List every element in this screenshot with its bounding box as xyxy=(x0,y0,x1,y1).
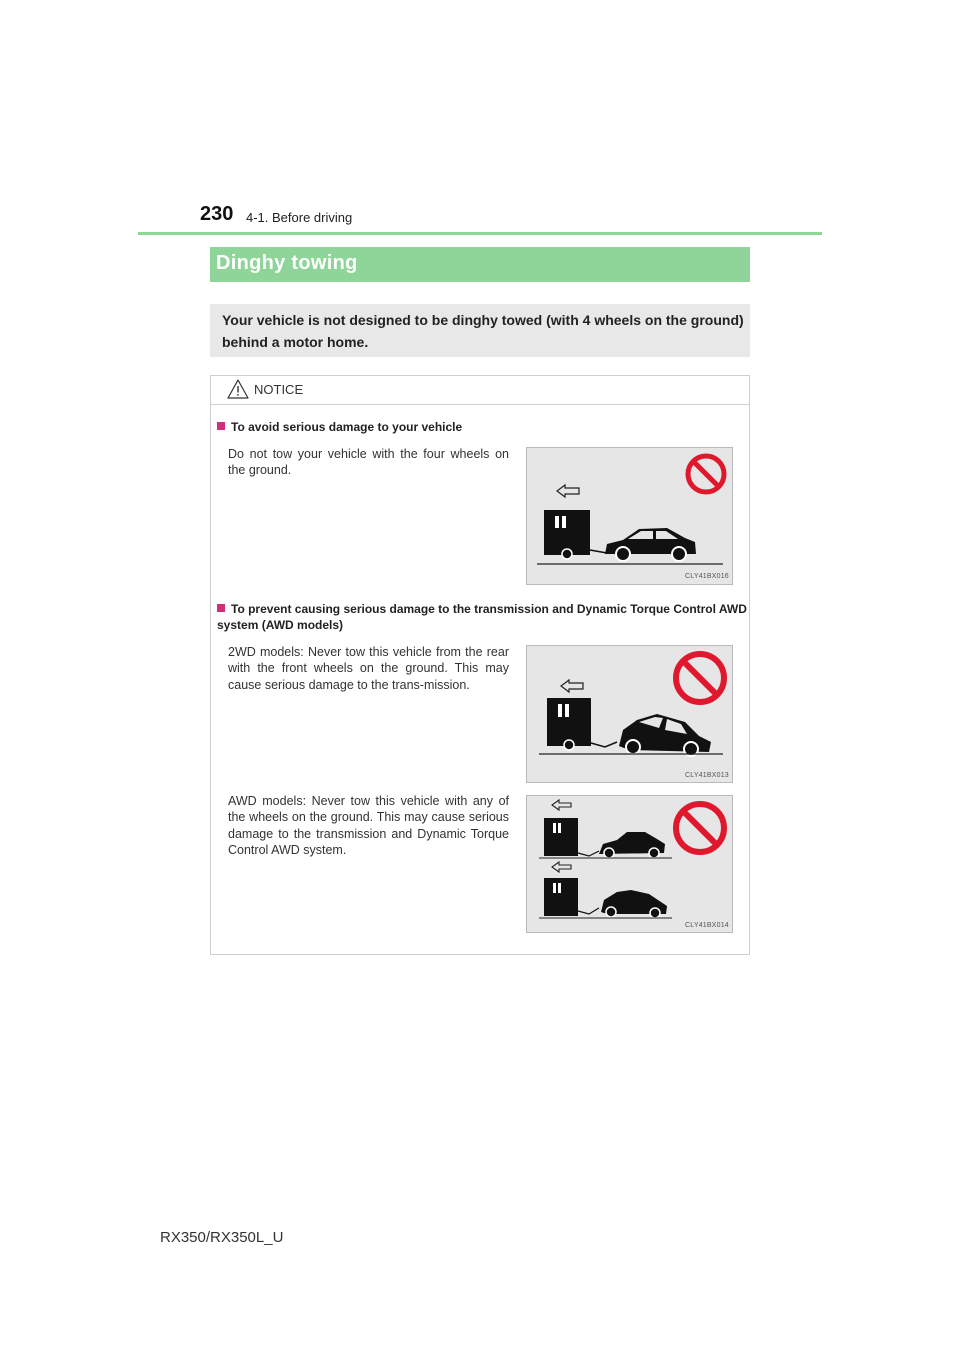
page-number: 230 xyxy=(200,203,234,225)
notice-item-heading: To avoid serious damage to your vehicle xyxy=(217,419,747,435)
notice-item-text: AWD models: Never tow this vehicle with any of the wheels on the ground. This may cause serious damage to the transmission and Dynamic Torque Control AWD system. xyxy=(228,794,509,857)
section-title-banner xyxy=(210,247,750,282)
intro-box xyxy=(210,304,750,357)
bullet-square-icon xyxy=(217,422,225,430)
warning-triangle-icon xyxy=(227,379,249,399)
footer-model-code: RX350/RX350L_U xyxy=(160,1229,284,1246)
notice-item-text: Do not tow your vehicle with the four wheels on the ground. xyxy=(228,447,509,478)
tow-front-wheels-illustration xyxy=(527,646,732,782)
intro-text: Your vehicle is not designed to be dinghy towed (with 4 wheels on the ground) behind a motor home. xyxy=(222,312,744,350)
notice-header xyxy=(211,376,749,405)
header-divider xyxy=(138,232,822,235)
tow-four-wheels-illustration xyxy=(527,448,732,584)
notice-item-text: 2WD models: Never tow this vehicle from the rear with the front wheels on the ground. This may cause serious damage to the trans-mission. xyxy=(228,645,509,692)
section-title: Dinghy towing xyxy=(216,252,358,274)
tow-any-wheels-figure xyxy=(526,795,733,933)
notice-label: NOTICE xyxy=(254,382,304,397)
section-breadcrumb: 4-1. Before driving xyxy=(246,210,353,225)
bullet-square-icon xyxy=(217,604,225,612)
notice-box xyxy=(210,375,750,955)
tow-four-wheels-figure xyxy=(526,447,733,585)
tow-any-wheels-illustration xyxy=(527,796,732,932)
figure-code: CLY41BX016 xyxy=(685,573,729,580)
figure-code: CLY41BX013 xyxy=(685,772,729,779)
notice-item-heading: To prevent causing serious damage to the transmission and Dynamic Torque Control AWD system (AWD models) xyxy=(217,602,747,632)
figure-code: CLY41BX014 xyxy=(685,922,729,929)
tow-front-wheels-figure xyxy=(526,645,733,783)
